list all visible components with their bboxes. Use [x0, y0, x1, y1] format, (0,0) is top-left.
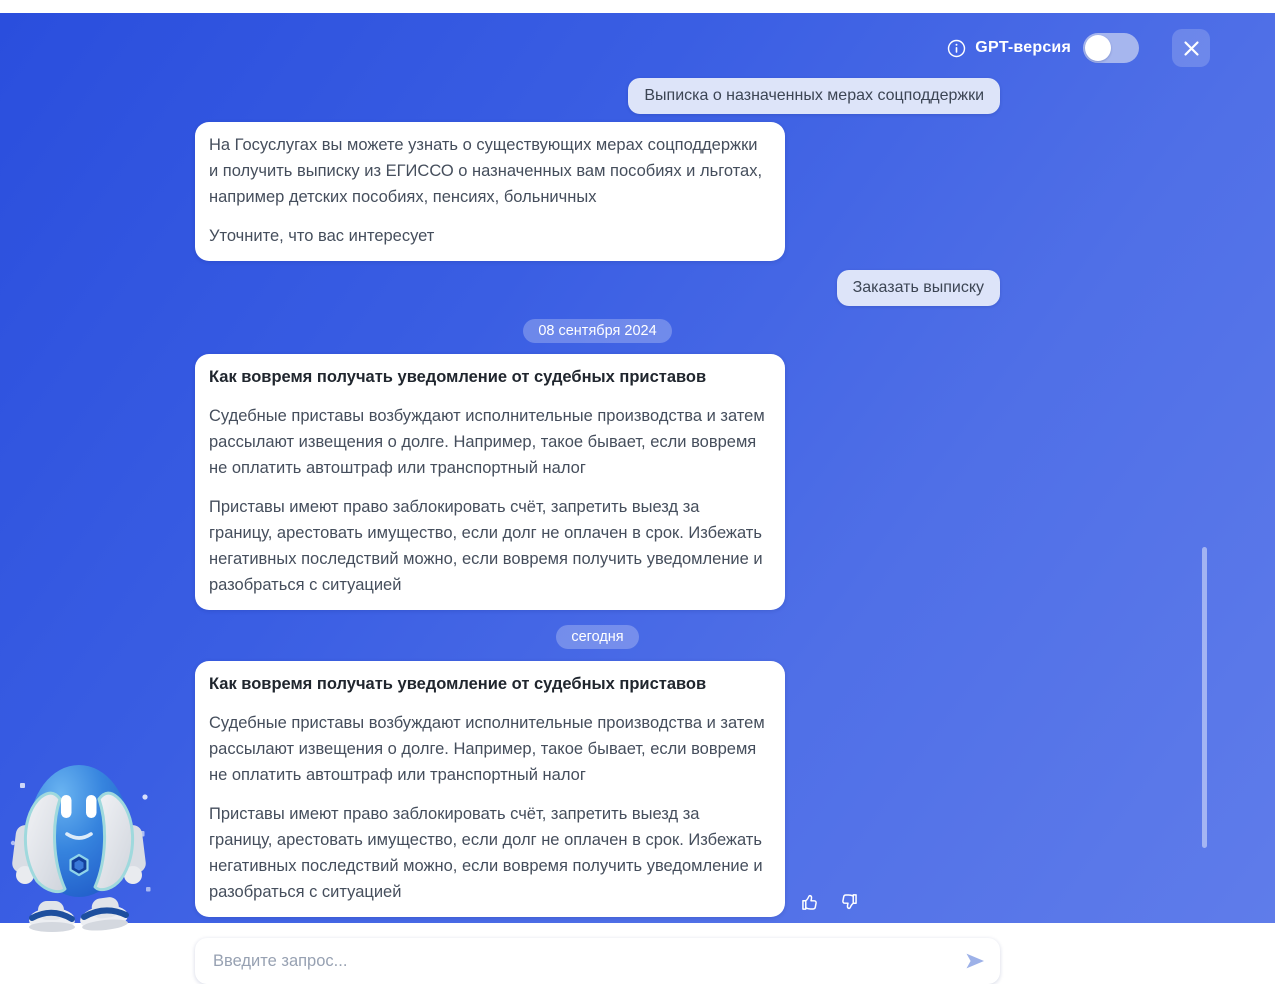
- thumb-down-icon[interactable]: [837, 891, 859, 913]
- bot-message-paragraph: Судебные приставы возбуждают исполнительные производства и затем рассылают извещения о долге. Например, такое бывает, если вовремя не оплатить автоштраф или транспортный налог: [209, 714, 765, 784]
- feedback-controls: [800, 891, 859, 913]
- page-background-strip: [0, 0, 1275, 13]
- close-button[interactable]: [1172, 29, 1210, 67]
- message-input[interactable]: [211, 951, 962, 972]
- bot-message-with-feedback: [195, 661, 1000, 917]
- date-chip: сегодня: [556, 625, 638, 649]
- gpt-version-toggle[interactable]: [1083, 33, 1139, 63]
- user-message: Выписка о назначенных мерах соцподдержки: [628, 78, 1000, 114]
- shoe-left: [29, 901, 75, 932]
- sparkle: [20, 783, 25, 788]
- send-icon: [963, 949, 987, 973]
- toggle-knob: [1085, 35, 1111, 61]
- bot-message-paragraph: На Госуслугах вы можете узнать о существующих мерах соцподдержки и получить выписку из ЕГИССО о назначенных вам пособиях и льготах, например детских пособиях, пенсиях, больничных: [209, 136, 763, 206]
- date-chip: 08 сентября 2024: [523, 319, 671, 343]
- assistant-chat-modal: [0, 13, 1275, 923]
- chat-message-list: [195, 78, 1000, 984]
- bot-message-paragraph: Уточните, что вас интересует: [209, 227, 435, 245]
- user-message[interactable]: Заказать выписку: [837, 270, 1000, 306]
- info-icon[interactable]: [947, 39, 966, 58]
- shoe-right: [79, 896, 130, 933]
- gpt-version-label: GPT-версия: [975, 39, 1071, 56]
- modal-header: [947, 29, 1210, 67]
- send-button[interactable]: [962, 948, 988, 974]
- bot-message-title: Как вовремя получать уведомление от судебных приставов: [209, 368, 707, 386]
- bot-message-paragraph: Приставы имеют право заблокировать счёт, запретить выезд за границу, арестовать имущество, если долг не оплачен в срок. Избежать негативных последствий можно, если вовремя получить уведомление и разобраться с ситуацией: [209, 498, 763, 594]
- bot-message: [195, 122, 785, 261]
- bot-message: [195, 354, 785, 610]
- bot-message-paragraph: Судебные приставы возбуждают исполнительные производства и затем рассылают извещения о долге. Например, такое бывает, если вовремя не оплатить автоштраф или транспортный налог: [209, 407, 765, 477]
- robot-eye: [61, 795, 72, 818]
- robot-eye: [86, 795, 97, 818]
- bot-message-title: Как вовремя получать уведомление от судебных приставов: [209, 675, 707, 693]
- bot-message: [195, 661, 785, 917]
- close-icon: [1183, 40, 1200, 57]
- bot-message-paragraph: Приставы имеют право заблокировать счёт, запретить выезд за границу, арестовать имущество, если долг не оплачен в срок. Избежать негативных последствий можно, если вовремя получить уведомление и разобраться с ситуацией: [209, 805, 763, 901]
- message-composer: [195, 938, 1000, 984]
- max-robot-mascot: [4, 739, 156, 942]
- thumb-up-icon[interactable]: [800, 891, 822, 913]
- scrollbar-thumb[interactable]: [1202, 547, 1207, 848]
